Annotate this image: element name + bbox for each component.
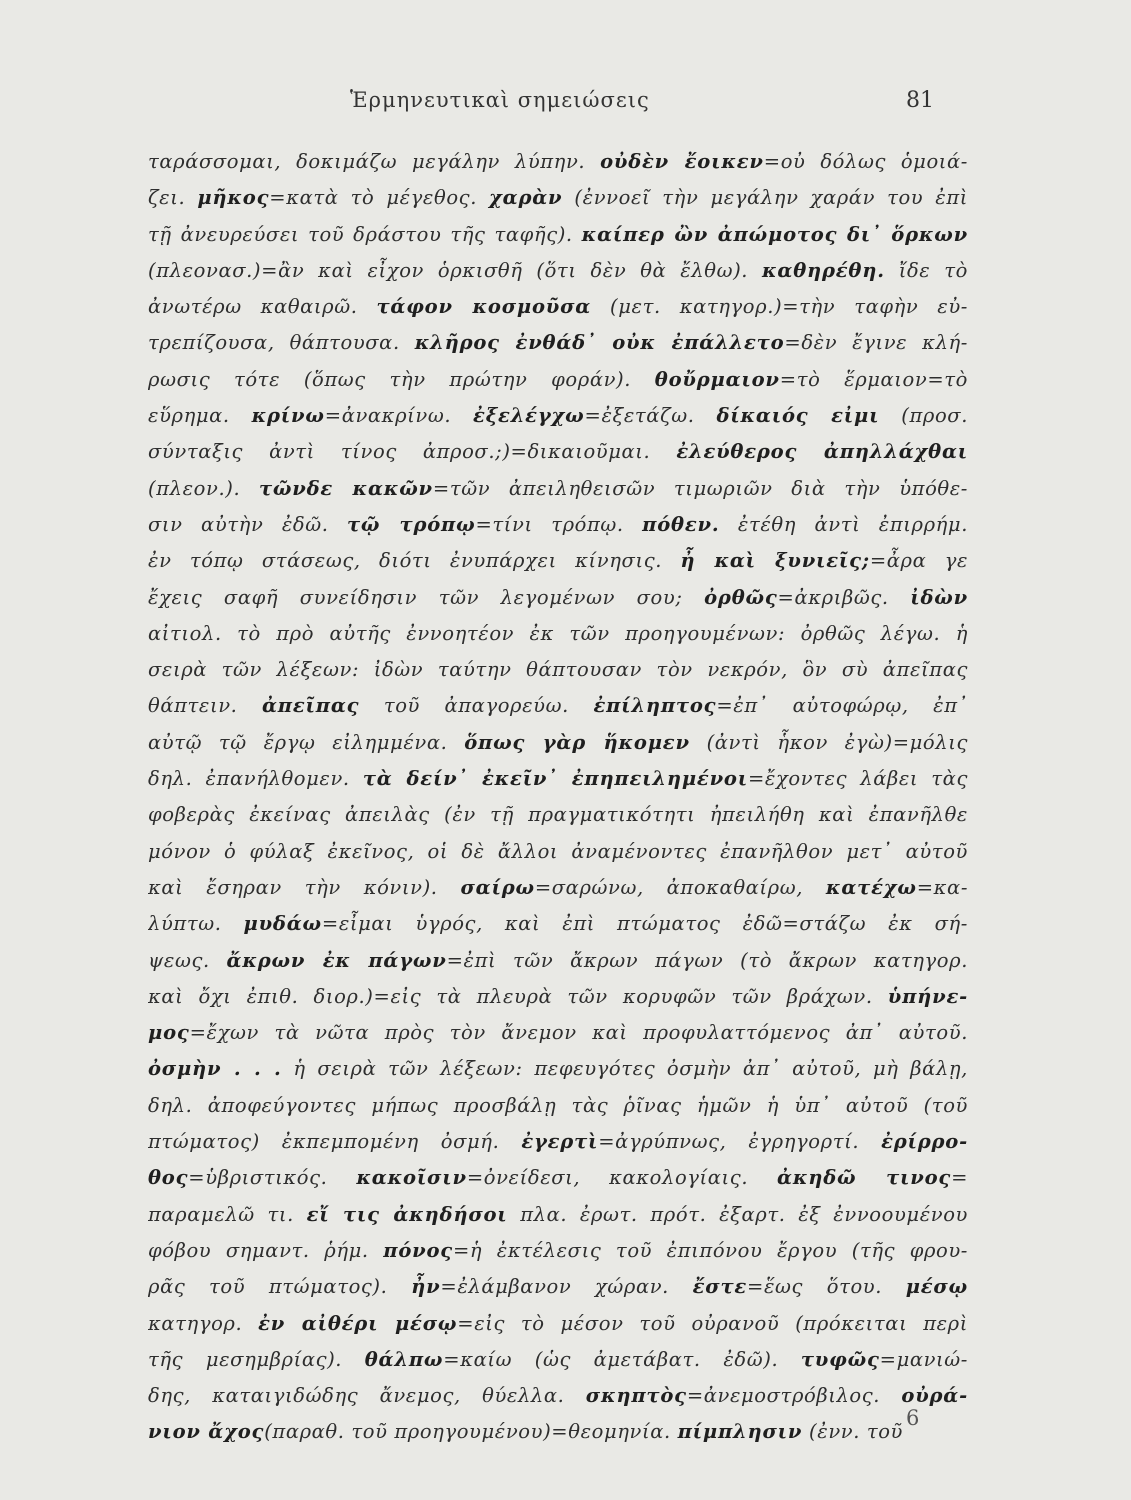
text-line [148, 906, 968, 942]
lemma: μῆκος [197, 186, 270, 210]
gloss-text: =μανιώ- [879, 1347, 968, 1371]
text-line [148, 652, 968, 688]
gloss-text: =ἔχων τὰ νῶτα πρὸς τὸν ἄνεμον καὶ προφυλαττόμενος ἀπ᾽ αὐτοῦ. [189, 1021, 968, 1045]
gloss-text: δηλ. ἐπανήλθομεν. [148, 767, 363, 791]
lemma: πίμπλησιν [677, 1420, 803, 1444]
gloss-text: σιν αὐτὴν ἐδῶ. [148, 512, 348, 536]
gloss-text: ἔχεις σαφῆ συνείδησιν τῶν λεγομένων σου; [148, 585, 705, 609]
gloss-text: φόβου σημαντ. ῥήμ. [148, 1238, 384, 1262]
lemma: ἐν αἰθέρι μέσῳ [258, 1311, 458, 1335]
gloss-text: (ἐνν. τοῦ [802, 1420, 904, 1444]
gloss-text: =τῶν ἀπειληθεισῶν τιμωριῶν διὰ τὴν ὑπόθε- [432, 476, 968, 500]
gloss-text: =εἶμαι ὑγρός, καὶ ἐπὶ πτώματος ἐδῶ=στάζω ἐκ σή- [321, 912, 968, 936]
lemma: ἔστε [692, 1275, 748, 1299]
lemma: ἀκηδῶ τινος [777, 1166, 952, 1190]
gloss-text: τρεπίζουσα, θάπτουσα. [148, 331, 415, 355]
text-line [148, 580, 968, 616]
lemma: ὀσμὴν . . . [148, 1057, 282, 1081]
gloss-text: =κα- [916, 875, 968, 899]
gloss-text: ρωσις τότε (ὅπως τὴν πρώτην φοράν). [148, 367, 655, 391]
gloss-text: =τὸ ἕρμαιον=τὸ [779, 367, 968, 391]
gloss-text: (προσ. [879, 404, 968, 428]
gloss-text: ρᾶς τοῦ πτώματος). [148, 1275, 412, 1299]
gloss-text: δηλ. ἀποφεύγοντες μήπως προσβάλῃ τὰς ῥῖνας ἡμῶν ἡ ὑπ᾽ αὐτοῦ (τοῦ [148, 1093, 968, 1117]
lemma: ἦ καὶ ξυνιεῖς; [680, 549, 870, 573]
text-line [148, 834, 968, 870]
text-line [148, 1414, 968, 1450]
gloss-text: =ἐλάμβανον χώραν. [440, 1275, 693, 1299]
gloss-text: τῆς μεσημβρίας). [148, 1347, 365, 1371]
gloss-text: =εἰς τὸ μέσον τοῦ οὐρανοῦ (πρόκειται περὶ [457, 1311, 968, 1335]
text-line [148, 1233, 968, 1269]
gloss-text: =ἆρα γε [869, 549, 968, 573]
gloss-text: =ἡ ἐκτέλεσις τοῦ ἐπιπόνου ἔργου (τῆς φρου- [452, 1238, 968, 1262]
lemma: θάλπω [364, 1347, 444, 1371]
text-line [148, 761, 968, 797]
gloss-text: ἡ σειρὰ τῶν λέξεων: πεφευγότες ὀσμὴν ἀπ᾽ αὐτοῦ, μὴ βάλῃ, [281, 1057, 968, 1081]
gloss-text: ἐτέθη ἀντὶ ἐπιρρήμ. [719, 512, 968, 536]
gloss-text: =ἔχοντες λάβει τὰς [747, 767, 968, 791]
lemma: ἐγερτὶ [521, 1130, 599, 1154]
lemma: νιον ἄχος [148, 1420, 265, 1444]
gloss-text: αὐτῷ τῷ ἔργῳ εἰλημμένα. [148, 730, 465, 754]
lemma: κρίνω [251, 404, 325, 428]
gloss-text: ψεως. [148, 948, 227, 972]
gloss-text: ἀνωτέρω καθαιρῶ. [148, 295, 377, 319]
lemma: κατέχω [825, 875, 917, 899]
running-head [150, 88, 970, 122]
text-line [148, 797, 968, 833]
gloss-text: (ἀντὶ ἧκον ἐγὼ)=μόλις [689, 730, 968, 754]
gloss-text: =κατὰ τὸ μέγεθος. [269, 186, 490, 210]
gloss-text: θάπτειν. [148, 694, 262, 718]
text-line [148, 253, 968, 289]
gloss-text: πλα. ἐρωτ. πρότ. ἐξαρτ. ἐξ ἐννοουμένου [507, 1202, 968, 1226]
gloss-text: =ὀνείδεσι, κακολογίαις. [466, 1166, 778, 1190]
text-line [148, 507, 968, 543]
gloss-text: =ἀνακρίνω. [324, 404, 474, 428]
lemma: ἐξελέγχω [473, 404, 585, 428]
gloss-text: =ἕως ὅτου. [747, 1275, 906, 1299]
gloss-text: (ἐννοεῖ τὴν μεγάλην χαράν του ἐπὶ [562, 186, 968, 210]
lemma: τῶνδε κακῶν [258, 476, 433, 500]
lemma: ἐλεύθερος ἀπηλλάχθαι [676, 440, 968, 464]
lemma: κλῆρος ἐνθάδ᾽ οὐκ ἐπάλλετο [414, 331, 785, 355]
page-number: 81 [906, 88, 934, 113]
text-line [148, 688, 968, 724]
text-line [148, 362, 968, 398]
lemma: οὐδὲν ἔοικεν [600, 150, 764, 173]
text-line [148, 434, 968, 470]
gloss-text: ταράσσομαι, δοκιμάζω μεγάλην λύπην. [148, 150, 601, 173]
text-line [148, 1342, 968, 1378]
lemma: ὅπως γὰρ ἥκομεν [464, 730, 690, 754]
lemma: οὐρά- [901, 1384, 968, 1408]
lemma: σαίρω [460, 875, 535, 899]
lemma: τῷ τρόπῳ [347, 512, 476, 536]
text-line [148, 1088, 968, 1124]
gloss-text: λύπτω. [148, 912, 244, 936]
gloss-text: πτώματος) ἐκπεμπομένη ὀσμή. [148, 1130, 522, 1154]
gloss-text: =ἐξετάζω. [584, 404, 717, 428]
gloss-text: =καίω (ὡς ἀμετάβατ. ἐδῶ). [443, 1347, 801, 1371]
gloss-text: =ἐπὶ τῶν ἄκρων πάγων (τὸ ἄκρων κατηγορ. [446, 948, 968, 972]
gloss-text: εὕρημα. [148, 404, 252, 428]
lemma: ἀπεῖπας [261, 694, 360, 718]
lemma: ἄκρων ἐκ πάγων [226, 948, 447, 972]
text-line [148, 1124, 968, 1160]
lemma: πόνος [383, 1238, 453, 1262]
gloss-text: =σαρώνω, ἀποκαθαίρω, [534, 875, 826, 899]
lemma: ἐπίληπτος [593, 694, 717, 718]
text-line [148, 289, 968, 325]
lemma: τάφον κοσμοῦσα [376, 295, 592, 319]
gloss-text: (παραθ. τοῦ προηγουμένου)=θεομηνία. [264, 1420, 678, 1444]
text-line [148, 943, 968, 979]
lemma: σκηπτὸς [585, 1384, 687, 1408]
lemma: ὀρθῶς [704, 585, 778, 609]
gloss-text: μόνον ὁ φύλαξ ἐκεῖνος, οἱ δὲ ἄλλοι ἀναμένοντες ἐπανῆλθον μετ᾽ αὐτοῦ [148, 839, 968, 863]
lemma: ἰδὼν [910, 585, 968, 609]
gloss-text: = [951, 1166, 968, 1190]
gloss-text: ἐν τόπῳ στάσεως, διότι ἐνυπάρχει κίνησις. [148, 549, 681, 573]
text-line [148, 180, 968, 216]
running-title: Ἑρμηνευτικαὶ σημειώσεις [350, 88, 650, 112]
lemma: ἦν [411, 1275, 441, 1299]
gloss-text: (πλεονασ.)=ἂν καὶ εἶχον ὁρκισθῆ (ὅτι δὲν θὰ ἔλθω). [148, 258, 762, 282]
text-line [148, 543, 968, 579]
printer-signature: 6 [906, 1406, 920, 1430]
lemma: καθηρέθη. [762, 258, 885, 282]
lemma: δίκαιός εἰμι [716, 404, 880, 428]
commentary-text [148, 144, 968, 1451]
gloss-text: =ὑβριστικός. [188, 1166, 357, 1190]
text-line [148, 1378, 968, 1414]
gloss-text: ἴδε τὸ [884, 258, 968, 282]
lemma: μέσῳ [905, 1275, 968, 1299]
gloss-text: κατηγορ. [148, 1311, 259, 1335]
gloss-text: φοβερὰς ἐκείνας ἀπειλὰς (ἐν τῇ πραγματικότητι ἠπειλήθη καὶ ἐπανῆλθε [148, 803, 968, 827]
lemma: εἴ τις ἀκηδήσοι [306, 1202, 508, 1226]
lemma: ἐρίρρο- [881, 1130, 968, 1154]
gloss-text: σειρὰ τῶν λέξεων: ἰδὼν ταύτην θάπτουσαν τὸν νεκρόν, ὃν σὺ ἀπεῖπας [148, 658, 968, 682]
gloss-text: ζει. [148, 186, 198, 210]
text-line [148, 471, 968, 507]
gloss-text: =τίνι τρόπῳ. [475, 512, 643, 536]
text-line [148, 1160, 968, 1196]
gloss-text: =ἀκριβῶς. [777, 585, 911, 609]
gloss-text: =ἀνεμοστρόβιλος. [686, 1384, 902, 1408]
text-line [148, 1015, 968, 1051]
gloss-text: =οὐ δόλως ὁμοιά- [763, 150, 968, 173]
lemma: μος [148, 1021, 190, 1045]
lemma: χαρὰν [489, 186, 563, 210]
text-line [148, 616, 968, 652]
gloss-text: σύνταξις ἀντὶ τίνος ἀπροσ.;)=δικαιοῦμαι. [148, 440, 677, 464]
gloss-text: καὶ ἔσηραν τὴν κόνιν). [148, 875, 461, 899]
gloss-text: =ἀγρύπνως, ἐγρηγορτί. [598, 1130, 882, 1154]
gloss-text: παραμελῶ τι. [148, 1202, 307, 1226]
lemma: θος [148, 1166, 189, 1190]
lemma: μυδάω [243, 912, 322, 936]
gloss-text: =ἐπ᾽ αὐτοφώρῳ, ἐπ᾽ [716, 694, 968, 718]
gloss-text: αἰτιολ. τὸ πρὸ αὐτῆς ἐννοητέον ἐκ τῶν προηγουμένων: ὀρθῶς λέγω. ἡ [148, 621, 968, 645]
lemma: καίπερ ὢν ἀπώμοτος δι᾽ ὅρκων [581, 222, 968, 246]
lemma: θοὔρμαιον [654, 367, 780, 391]
text-line [148, 1197, 968, 1233]
text-line [148, 870, 968, 906]
gloss-text: (πλεον.). [148, 476, 259, 500]
text-line [148, 1051, 968, 1087]
gloss-text: τῇ ἀνευρεύσει τοῦ δράστου τῆς ταφῆς). [148, 222, 582, 246]
lemma: πόθεν. [642, 512, 720, 536]
text-line [148, 1269, 968, 1305]
text-line [148, 979, 968, 1015]
gloss-text: δης, καταιγιδώδης ἄνεμος, θύελλα. [148, 1384, 586, 1408]
gloss-text: (μετ. κατηγορ.)=τὴν ταφὴν εὐ- [591, 295, 968, 319]
lemma: τυφῶς [800, 1347, 880, 1371]
text-line [148, 1306, 968, 1342]
text-line [148, 325, 968, 361]
text-line [148, 725, 968, 761]
gloss-text: τοῦ ἀπαγορεύω. [359, 694, 594, 718]
gloss-text: =δὲν ἔγινε κλή- [784, 331, 968, 355]
lemma: κακοῖσιν [356, 1166, 467, 1190]
text-line [148, 144, 968, 180]
text-line [148, 398, 968, 434]
gloss-text: καὶ ὄχι ἐπιθ. διορ.)=εἰς τὰ πλευρὰ τῶν κορυφῶν τῶν βράχων. [148, 984, 888, 1008]
text-line [148, 217, 968, 253]
lemma: ὑπήνε- [887, 984, 968, 1008]
lemma: τὰ δείν᾽ ἐκεῖν᾽ ἐπηπειλημένοι [362, 767, 748, 791]
